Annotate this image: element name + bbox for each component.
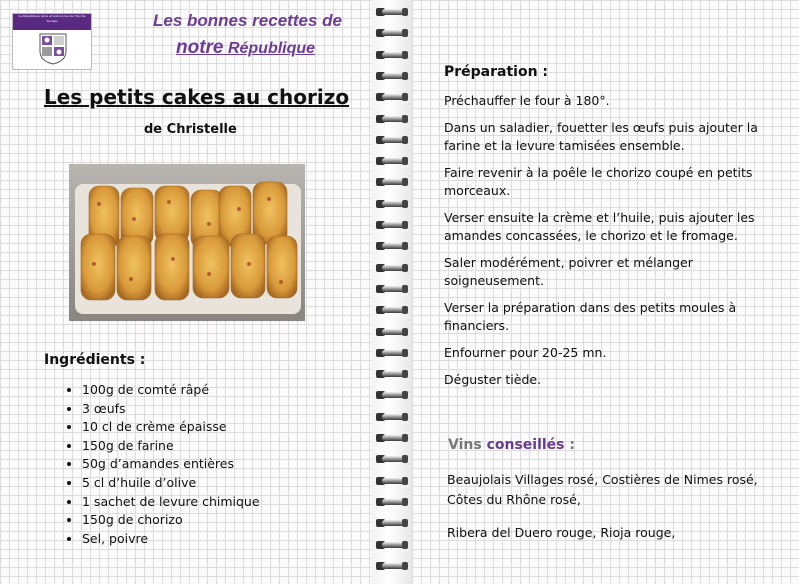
ingredients-title: Ingrédients : bbox=[44, 352, 146, 368]
wines-title-word1: Vins bbox=[448, 437, 482, 453]
ingredient-item: • Sel, poivre bbox=[82, 530, 260, 549]
binding-ring bbox=[376, 27, 408, 39]
ingredient-item: • 150g de chorizo bbox=[82, 511, 260, 530]
preparation-step: Saler modérément, poivrer et mélanger soigneusement. bbox=[444, 255, 693, 288]
binding-ring bbox=[376, 198, 408, 210]
header-subtitle-part2: République bbox=[227, 40, 316, 57]
ingredient-item: • 150g de farine bbox=[82, 437, 260, 456]
binding-ring bbox=[376, 155, 408, 167]
republic-logo bbox=[12, 13, 92, 70]
binding-ring bbox=[376, 539, 408, 551]
ingredient-item: • 50g d’amandes entières bbox=[82, 455, 260, 474]
binding-ring bbox=[376, 389, 408, 401]
ingredient-item: • 1 sachet de levure chimique bbox=[82, 493, 260, 512]
wine-line: Ribera del Duero rouge, Rioja rouge, bbox=[447, 525, 676, 540]
binding-ring bbox=[376, 91, 408, 103]
binding-ring bbox=[376, 368, 408, 380]
wines-title-colon: : bbox=[569, 437, 575, 453]
ingredient-item: • 5 cl d’huile d’olive bbox=[82, 474, 260, 493]
preparation-step: Préchauffer le four à 180°. bbox=[444, 93, 610, 108]
logo-shield-icon bbox=[39, 33, 67, 65]
logo-band: La République Libre et Autonome de l'Ouche Sociale bbox=[13, 14, 91, 30]
preparation-step: Déguster tiède. bbox=[444, 372, 542, 387]
preparation-step: Verser la préparation dans des petits moules à financiers. bbox=[444, 300, 737, 333]
binding-ring bbox=[376, 70, 408, 82]
binding-ring bbox=[376, 517, 408, 529]
preparation-steps bbox=[444, 92, 784, 398]
recipe-title: Les petits cakes au chorizo bbox=[44, 85, 350, 109]
header-title: Les bonnes recettes de bbox=[153, 11, 342, 30]
binding-ring bbox=[376, 219, 408, 231]
preparation-title: Préparation : bbox=[444, 64, 549, 80]
binding-ring bbox=[376, 134, 408, 146]
ingredient-item: • 10 cl de crème épaisse bbox=[82, 418, 260, 437]
preparation-step: Verser ensuite la crème et l’huile, puis ajouter les amandes concassées, le chorizo et le fromage. bbox=[444, 210, 755, 243]
binding-ring bbox=[376, 411, 408, 423]
binding-ring bbox=[376, 176, 408, 188]
binding-ring bbox=[376, 560, 408, 572]
ingredient-item: • 3 œufs bbox=[82, 400, 260, 419]
wine-line: Beaujolais Villages rosé, Costières de Nimes rosé, Côtes du Rhône rosé, bbox=[447, 472, 758, 507]
binding-ring bbox=[376, 475, 408, 487]
binding-ring bbox=[376, 262, 408, 274]
binding-ring bbox=[376, 453, 408, 465]
binding-ring bbox=[376, 326, 408, 338]
binding-ring bbox=[376, 347, 408, 359]
preparation-step: Enfourner pour 20-25 mn. bbox=[444, 345, 607, 360]
recipe-photo bbox=[69, 164, 305, 321]
binding-ring bbox=[376, 496, 408, 508]
binding-ring bbox=[376, 113, 408, 125]
binding-ring bbox=[376, 6, 408, 18]
header-subtitle-part1: notre bbox=[176, 37, 224, 58]
ingredients-list bbox=[60, 381, 260, 548]
binding-ring bbox=[376, 283, 408, 295]
wines-title bbox=[448, 437, 575, 453]
ingredient-item: • 100g de comté râpé bbox=[82, 381, 260, 400]
binding-ring bbox=[376, 49, 408, 61]
binding-ring bbox=[376, 304, 408, 316]
recipe-author: de Christelle bbox=[144, 122, 237, 137]
header-subtitle bbox=[176, 37, 315, 59]
binding-ring bbox=[376, 432, 408, 444]
preparation-step: Dans un saladier, fouetter les œufs puis ajouter la farine et la levure tamisées ensemble. bbox=[444, 120, 758, 153]
wines-title-word2: conseillés bbox=[486, 437, 565, 453]
binding-ring bbox=[376, 240, 408, 252]
preparation-step: Faire revenir à la poêle le chorizo coupé en petits morceaux. bbox=[444, 165, 753, 198]
wines-list bbox=[447, 470, 787, 556]
